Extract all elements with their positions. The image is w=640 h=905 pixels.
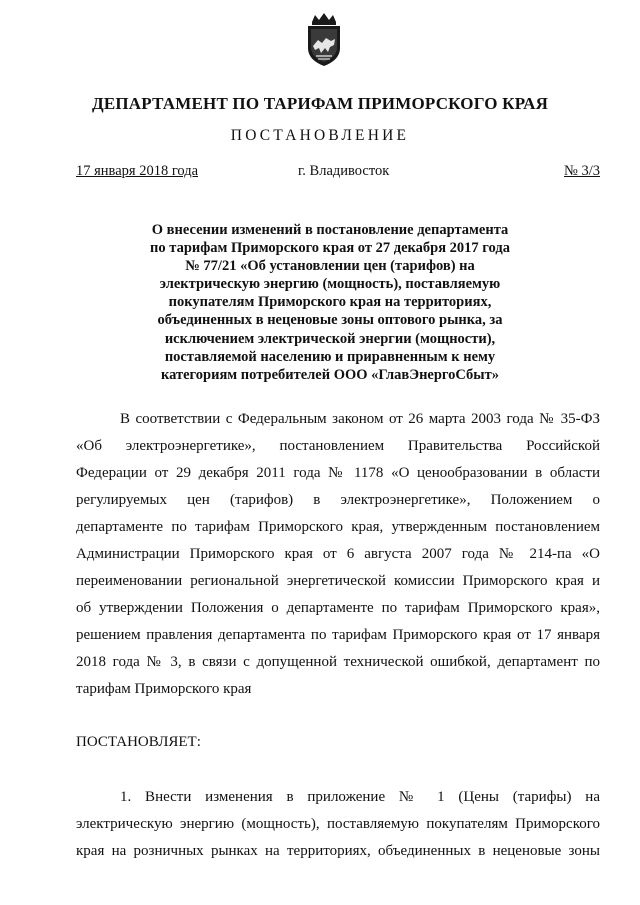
document-city: г. Владивосток xyxy=(298,163,390,179)
document-number: № 3/3 xyxy=(564,163,600,179)
item-line: края на розничных рынках на территориях, объединенных в неценовые зоны xyxy=(76,843,600,859)
preamble-line: об утверждении Положения о департаменте по тарифам Приморского края», xyxy=(76,600,600,616)
document-meta xyxy=(76,163,600,183)
resolve-heading: ПОСТАНОВЛЯЕТ: xyxy=(76,734,201,750)
preamble-line: регулируемых цен (тарифов) в электроэнергетике», Положением о xyxy=(76,492,600,508)
item-line: электрическую энергию (мощность), поставляемую покупателям Приморского xyxy=(76,816,600,832)
preamble-paragraph xyxy=(76,406,600,703)
preamble-line: тарифам Приморского края xyxy=(76,681,252,697)
item-line: 1. Внести изменения в приложение № 1 (Цены (тарифы) на xyxy=(120,789,600,805)
subject-line: категориям потребителей ООО «ГлавЭнергоСбыт» xyxy=(160,366,499,383)
preamble-line: В соответствии с Федеральным законом от 26 марта 2003 года № 35-ФЗ xyxy=(120,411,600,427)
subject-line: электрическую энергию (мощность), поставляемую xyxy=(159,276,501,293)
subject-line: № 77/21 «Об установлении цен (тарифов) на xyxy=(185,258,475,275)
preamble-line: «Об электроэнергетике», постановлением Правительства Российской xyxy=(76,438,600,454)
preamble-line: решением правления департамента по тарифам Приморского края от 17 января xyxy=(76,627,600,643)
document-type: ПОСТАНОВЛЕНИЕ xyxy=(230,127,410,144)
item-1-paragraph xyxy=(76,784,600,865)
subject-line: объединенных в неценовые зоны оптового рынка, за xyxy=(157,312,503,329)
preamble-line: 2018 года № 3, в связи с допущенной технической ошибкой, департамент по xyxy=(76,654,600,670)
subject-line: поставляемой населению и приравненным к нему xyxy=(164,348,496,365)
document-date: 17 января 2018 года xyxy=(76,163,199,179)
preamble-line: Федерации от 29 декабря 2011 года № 1178 «О ценообразовании в области xyxy=(76,465,600,481)
subject-line: покупателям Приморского края на территориях, xyxy=(168,294,492,311)
coat-of-arms-icon xyxy=(302,12,346,68)
subject-line: исключением электрической энергии (мощности), xyxy=(164,330,496,347)
subject-line: О внесении изменений в постановление департамента xyxy=(151,222,509,238)
document-subject xyxy=(120,221,540,384)
preamble-line: департаменте по тарифам Приморского края, утвержденным постановлением xyxy=(76,519,600,535)
subject-line: по тарифам Приморского края от 27 декабря 2017 года xyxy=(150,240,510,257)
department-title: ДЕПАРТАМЕНТ ПО ТАРИФАМ ПРИМОРСКОГО КРАЯ xyxy=(91,94,549,113)
preamble-line: Администрации Приморского края от 6 августа 2007 года № 214-па «О xyxy=(76,546,600,562)
preamble-line: переименовании региональной энергетической комиссии Приморского края и xyxy=(76,573,600,589)
